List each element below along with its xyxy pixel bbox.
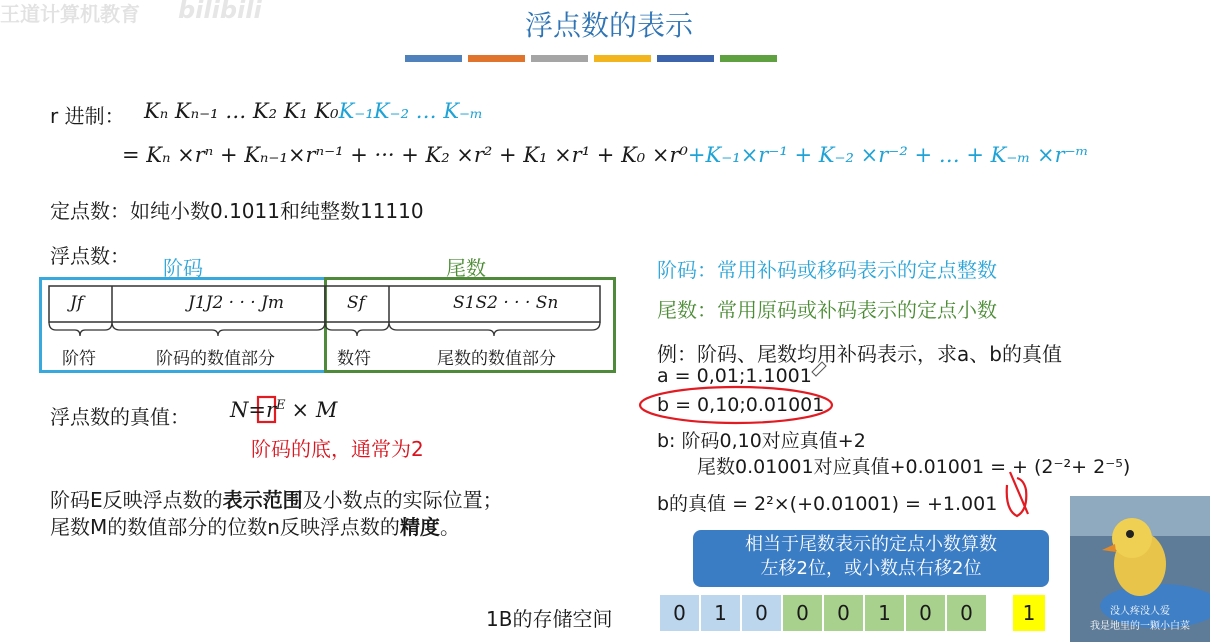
mantissa-title: 尾数 (446, 256, 486, 280)
radix-label: r 进制： (50, 104, 125, 128)
brace-mantissa (389, 322, 600, 336)
b-value: b = 0,10;0.01001 (657, 394, 825, 416)
radix-digits-black: Kₙ Kₙ₋₁ … K₂ K₁ K₀ (144, 99, 339, 123)
label-exponent-sign: 阶符 (62, 349, 96, 369)
field-sf: Sf (347, 293, 365, 313)
label-mantissa-value: 尾数的数值部分 (437, 349, 556, 369)
explanation-bubble (693, 530, 1049, 587)
bilibili-logo: bilibili (178, 0, 262, 24)
explain-text: 及小数点的实际位置； (302, 488, 503, 512)
formula-e: E (276, 398, 286, 413)
brace-sign (49, 322, 112, 336)
storage-bit: 1 (865, 595, 906, 631)
explain-line-2 (50, 511, 460, 540)
b-exponent-line: b: 阶码0,10对应真值+2 (657, 430, 866, 452)
explain-text: 尾数M的数值部分的位数n反映浮点数的 (50, 515, 400, 539)
label-exponent-value: 阶码的数值部分 (156, 349, 275, 369)
mantissa-description: 尾数：常用原码或补码表示的定点小数 (657, 298, 997, 322)
storage-bit: 1 (701, 595, 742, 631)
formula-rest: × M (291, 398, 338, 422)
explain-bold: 表示范围 (222, 488, 303, 512)
a-value: a = 0,01;1.1001 (657, 365, 812, 387)
storage-bits (660, 595, 988, 631)
storage-bit: 0 (783, 595, 824, 631)
explain-line-1 (50, 484, 503, 513)
storage-bit: 0 (906, 595, 947, 631)
slide-title: 浮点数的表示 (524, 9, 693, 42)
formula-n: N= (230, 398, 266, 422)
video-caption-1: 没人疼没人爱 (1110, 606, 1170, 617)
extra-bit: 1 (1013, 595, 1045, 631)
storage-bit: 0 (660, 595, 701, 631)
base-note: 阶码的底，通常为2 (251, 437, 424, 461)
b-mantissa-line: 尾数0.01001对应真值+0.01001 = + (2⁻²+ 2⁻⁵) (697, 456, 1131, 478)
label-mantissa-sign: 数符 (337, 349, 371, 369)
explain-text: 阶码E反映浮点数的 (50, 488, 223, 512)
b-result-line: b的真值 = 2²×(+0.01001) = +1.001 (657, 493, 998, 515)
watermark-text: 王道计算机教育 (0, 2, 140, 26)
radix-expansion-black: = Kₙ ×rⁿ + Kₙ₋₁×rⁿ⁻¹ + ··· + K₂ ×r² + K₁ ×r¹ + K₀ ×r⁰ (122, 143, 688, 167)
true-value-formula (230, 398, 337, 422)
example-question: 例：阶码、尾数均用补码表示，求a、b的真值 (657, 342, 1062, 366)
exponent-description: 阶码：常用补码或移码表示的定点整数 (657, 258, 997, 282)
exponent-title: 阶码 (163, 256, 203, 280)
circle-mark (1007, 478, 1027, 516)
true-value-label: 浮点数的真值： (50, 405, 190, 429)
video-caption-2: 我是地里的一颗小白菜 (1090, 621, 1190, 632)
explain-text: 。 (439, 515, 460, 539)
field-j-digits: J1J2 · · · Jm (188, 293, 285, 313)
brace-exponent (112, 322, 325, 336)
bubble-line: 相当于尾数表示的定点小数算数 (745, 534, 997, 555)
radix-expansion-blue: +K₋₁×r⁻¹ + K₋₂ ×r⁻² + … + K₋ₘ ×r⁻ᵐ (687, 143, 1089, 167)
explain-bold: 精度 (399, 515, 440, 539)
storage-label: 1B的存储空间 (486, 607, 613, 631)
video-thumbnail (1070, 496, 1210, 642)
bubble-line: 左移2位，或小数点右移2位 (760, 558, 982, 579)
radix-digits-blue: K₋₁K₋₂ … K₋ₘ (338, 99, 483, 123)
field-s-digits: S1S2 · · · Sn (453, 293, 559, 313)
storage-bit: 0 (824, 595, 865, 631)
storage-bit: 0 (742, 595, 783, 631)
brace-mantissa-sign (325, 322, 389, 336)
field-jf: Jf (70, 293, 84, 313)
float-label: 浮点数： (50, 244, 130, 268)
fixed-point-text: 定点数：如纯小数0.1011和纯整数11110 (50, 199, 424, 223)
storage-bit: 0 (947, 595, 988, 631)
formula-r: r (265, 398, 277, 422)
